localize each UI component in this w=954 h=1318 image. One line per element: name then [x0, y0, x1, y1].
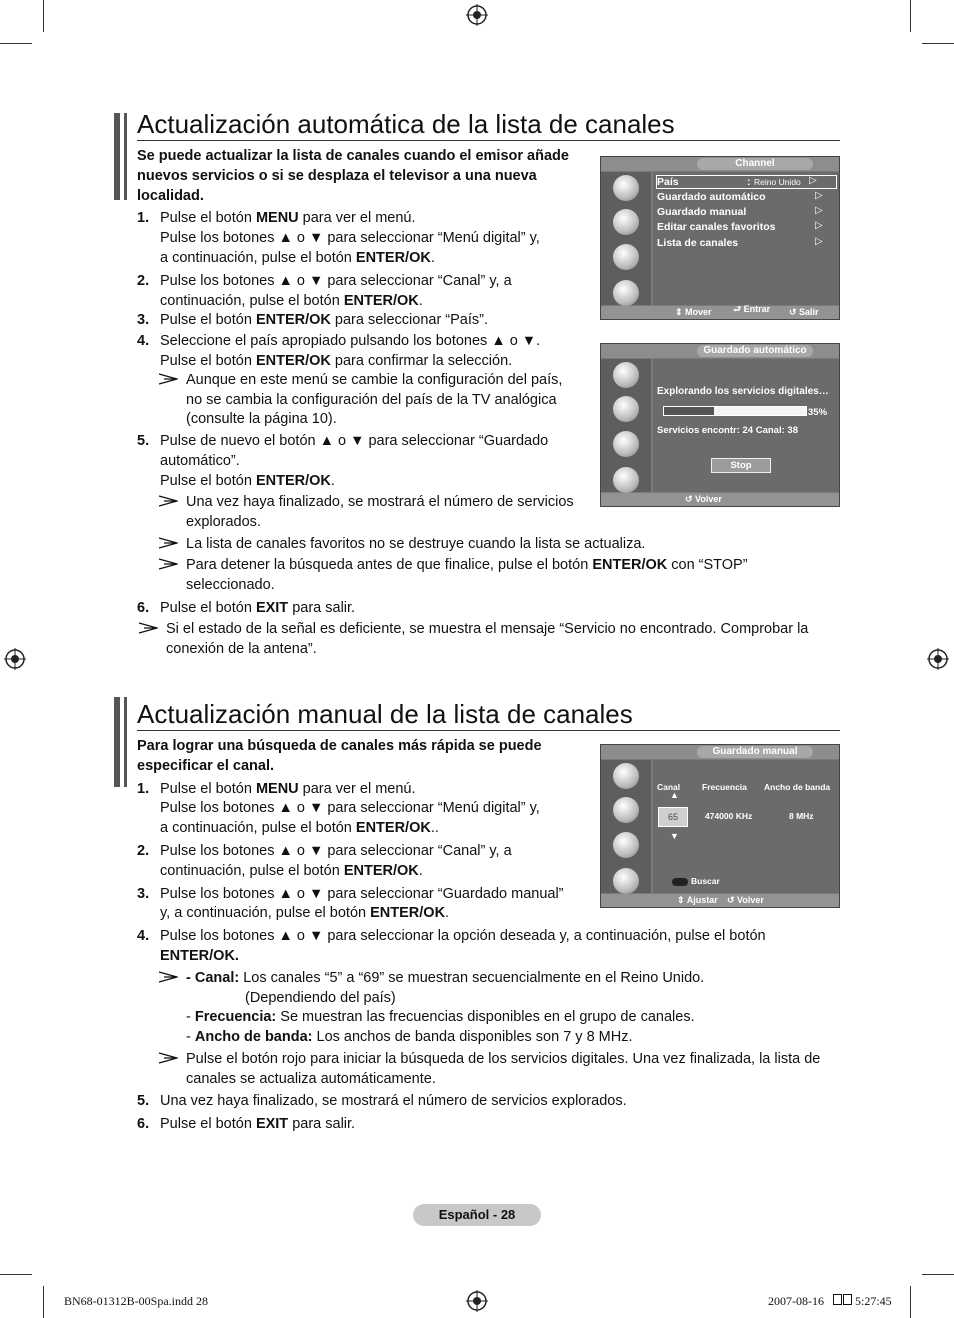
- title-rule: [137, 140, 840, 141]
- intro-line: especificar el canal.: [137, 758, 275, 774]
- section-title: Actualización manual de la lista de canales: [137, 699, 633, 729]
- osd-menu-item[interactable]: País: [657, 176, 679, 188]
- note-arrow-icon: [138, 622, 158, 634]
- osd-menu-item[interactable]: Editar canales favoritos: [657, 221, 776, 233]
- osd-sidebar: [601, 359, 651, 492]
- step-number: 3.: [137, 886, 150, 902]
- antenna-icon: [613, 763, 639, 789]
- step-text: Pulse los botones ▲ o ▼ para seleccionar “Canal” y, a: [160, 843, 512, 859]
- section-accent-bar: [124, 113, 127, 200]
- osd-col-canal: Canal: [657, 782, 681, 792]
- crop-mark: [43, 1286, 44, 1318]
- osd-found-text: Servicios encontr: 24 Canal: 38: [657, 425, 798, 436]
- step-text: Pulse los botones ▲ o ▼ para seleccionar “Canal” y, a: [160, 273, 512, 289]
- intro-line: nuevos servicios o si se desplaza el televisor a una nueva: [137, 168, 537, 184]
- step-number: 4.: [137, 928, 150, 944]
- registration-mark-icon: [927, 648, 949, 670]
- step-text: Pulse el botón ENTER/OK.: [160, 473, 335, 489]
- osd-pais-value: Reino Unido: [754, 177, 801, 187]
- osd-auto-store: [600, 343, 840, 507]
- note-text: seleccionado.: [186, 577, 275, 593]
- osd-progress-bar: [663, 406, 807, 416]
- step-text: automático”.: [160, 453, 240, 469]
- osd-sidebar: [601, 172, 651, 305]
- intro-line: localidad.: [137, 188, 204, 204]
- crop-mark: [0, 1274, 32, 1275]
- step-number: 4.: [137, 333, 150, 349]
- chevron-right-icon: ▷: [815, 205, 823, 216]
- osd-sidebar: [601, 760, 651, 893]
- option-ancho: - Ancho de banda: Los anchos de banda disponibles son 7 y 8 MHz.: [186, 1029, 633, 1045]
- step-text: Pulse los botones ▲ o ▼ para seleccionar “Menú digital” y,: [160, 230, 540, 246]
- step-text: continuación, pulse el botón ENTER/OK.: [160, 293, 423, 309]
- note-text: Pulse el botón rojo para iniciar la búsqueda de los servicios digitales. Una vez finalizada, la lista de: [186, 1051, 821, 1067]
- step-number: 2.: [137, 843, 150, 859]
- section-accent-bar: [114, 697, 120, 787]
- note-text: conexión de la antena”.: [166, 641, 317, 657]
- osd-freq-value: 474000 KHz: [705, 811, 753, 821]
- step-text: Pulse de nuevo el botón ▲ o ▼ para seleccionar “Guardado: [160, 433, 549, 449]
- step-text: y, a continuación, pulse el botón ENTER/OK.: [160, 905, 450, 921]
- step-text: Pulse el botón MENU para ver el menú.: [160, 781, 416, 797]
- print-file-label: BN68-01312B-00Spa.indd 28: [64, 1294, 208, 1308]
- note-text: Aunque en este menú se cambie la configuración del país,: [186, 372, 563, 388]
- step-text: Pulse los botones ▲ o ▼ para seleccionar “Menú digital” y,: [160, 800, 540, 816]
- note-text: canales se actualiza automáticamente.: [186, 1071, 436, 1087]
- gear-icon: [613, 832, 639, 858]
- step-text: Pulse el botón ENTER/OK para confirmar la selección.: [160, 353, 513, 369]
- crop-mark: [910, 1286, 911, 1318]
- note-arrow-icon: [158, 1052, 178, 1064]
- osd-buscar[interactable]: Buscar: [691, 876, 720, 886]
- osd-col-frecuencia: Frecuencia: [702, 782, 747, 792]
- input-icon: [613, 467, 639, 493]
- gear-icon: [613, 244, 639, 270]
- section-title: Actualización automática de la lista de canales: [137, 109, 675, 139]
- picture-icon: [613, 209, 639, 235]
- arrow-up-icon[interactable]: ▲: [670, 790, 679, 800]
- osd-colon: :: [747, 176, 751, 188]
- section-accent-bar: [124, 697, 127, 787]
- note-arrow-icon: [158, 971, 178, 983]
- note-arrow-icon: [158, 495, 178, 507]
- osd-menu-item[interactable]: Guardado manual: [657, 206, 747, 218]
- step-number: 6.: [137, 600, 150, 616]
- osd-header: Guardado automático: [697, 345, 813, 357]
- osd-progress-fill: [664, 407, 714, 415]
- note-arrow-icon: [158, 373, 178, 385]
- registration-mark-icon: [466, 1290, 488, 1312]
- chevron-right-icon: ▷: [815, 220, 823, 231]
- step-number: 5.: [137, 1093, 150, 1109]
- osd-col-ancho: Ancho de banda: [764, 782, 831, 792]
- step-text: Pulse el botón MENU para ver el menú.: [160, 210, 416, 226]
- antenna-icon: [613, 175, 639, 201]
- step-number: 1.: [137, 210, 150, 226]
- step-text: continuación, pulse el botón ENTER/OK.: [160, 863, 423, 879]
- step-number: 3.: [137, 312, 150, 328]
- chevron-right-icon: ▷: [815, 190, 823, 201]
- note-arrow-icon: [158, 558, 178, 570]
- chevron-right-icon: ▷: [809, 175, 817, 186]
- osd-footer-exit: ↺ Salir: [789, 307, 819, 317]
- print-date-label: 2007-08-16 5:27:45: [768, 1294, 892, 1308]
- channel-value-field[interactable]: 65: [658, 807, 688, 827]
- osd-scanning-text: Explorando los servicios digitales…: [657, 386, 829, 397]
- note-text: explorados.: [186, 514, 261, 530]
- step-text: a continuación, pulse el botón ENTER/OK.: [160, 250, 435, 266]
- option-canal: - Canal: Los canales “5” a “69” se muestran secuencialmente en el Reino Unido.: [186, 970, 705, 986]
- osd-footer-move: ⇕ Mover: [675, 307, 712, 317]
- option-frecuencia: - Frecuencia: Se muestran las frecuencias disponibles en el grupo de canales.: [186, 1009, 695, 1025]
- step-text: Una vez haya finalizado, se mostrará el número de servicios explorados.: [160, 1093, 627, 1109]
- red-button-icon: [672, 878, 688, 886]
- step-number: 2.: [137, 273, 150, 289]
- picture-icon: [613, 797, 639, 823]
- note-arrow-icon: [158, 537, 178, 549]
- title-rule: [137, 730, 840, 731]
- step-text: a continuación, pulse el botón ENTER/OK..: [160, 820, 439, 836]
- intro-line: Se puede actualizar la lista de canales cuando el emisor añade: [137, 148, 569, 164]
- input-icon: [613, 868, 639, 894]
- osd-footer-back: ↺ Volver: [685, 494, 722, 504]
- step-text: Pulse el botón EXIT para salir.: [160, 1116, 356, 1132]
- crop-mark: [0, 43, 32, 44]
- stop-button[interactable]: Stop: [711, 458, 771, 473]
- osd-progress-label: 35%: [808, 407, 828, 418]
- gear-icon: [613, 431, 639, 457]
- step-text: Pulse los botones ▲ o ▼ para seleccionar “Guardado manual”: [160, 886, 564, 902]
- section-accent-bar: [114, 113, 120, 200]
- picture-icon: [613, 396, 639, 422]
- intro-line: Para lograr una búsqueda de canales más rápida se puede: [137, 738, 542, 754]
- note-text: Una vez haya finalizado, se mostrará el número de servicios: [186, 494, 574, 510]
- arrow-down-icon[interactable]: ▼: [670, 831, 679, 841]
- note-text: (consulte la página 10).: [186, 411, 337, 427]
- note-text: Para detener la búsqueda antes de que finalice, pulse el botón ENTER/OK con “STOP”: [186, 557, 748, 573]
- registration-mark-icon: [466, 4, 488, 26]
- step-number: 5.: [137, 433, 150, 449]
- osd-manual-store: [600, 744, 840, 908]
- osd-menu-item[interactable]: Guardado automático: [657, 191, 766, 203]
- osd-menu-item[interactable]: Lista de canales: [657, 237, 739, 249]
- step-text: Pulse los botones ▲ o ▼ para seleccionar la opción deseada y, a continuación, pulse el botón: [160, 928, 766, 944]
- osd-header: Guardado manual: [697, 746, 813, 758]
- page-number-badge: Español - 28: [413, 1204, 541, 1226]
- antenna-icon: [613, 362, 639, 388]
- osd-footer-enter: ⮐ Entrar: [733, 304, 771, 314]
- osd-footer-adjust: ⇕ Ajustar: [677, 895, 718, 905]
- chevron-right-icon: ▷: [815, 236, 823, 247]
- option-canal-note: (Dependiendo del país): [245, 990, 396, 1006]
- crop-mark: [910, 0, 911, 32]
- note-text: La lista de canales favoritos no se destruye cuando la lista se actualiza.: [186, 536, 646, 552]
- osd-channel-menu: [600, 156, 840, 320]
- note-text: no se cambia la configuración del país de la TV analógica: [186, 392, 557, 408]
- osd-footer-back: ↺ Volver: [727, 895, 764, 905]
- crop-mark: [922, 43, 954, 44]
- step-text: Pulse el botón ENTER/OK para seleccionar “País”.: [160, 312, 489, 328]
- step-number: 6.: [137, 1116, 150, 1132]
- osd-ancho-value: 8 MHz: [789, 811, 814, 821]
- note-text: Si el estado de la señal es deficiente, se muestra el mensaje “Servicio no encontrado. Comprobar la: [166, 621, 809, 637]
- step-number: 1.: [137, 781, 150, 797]
- step-text: Pulse el botón EXIT para salir.: [160, 600, 356, 616]
- crop-mark: [922, 1274, 954, 1275]
- registration-mark-icon: [4, 648, 26, 670]
- osd-header: Channel: [697, 158, 813, 170]
- crop-mark: [43, 0, 44, 32]
- step-text: ENTER/OK.: [160, 948, 239, 964]
- input-icon: [613, 280, 639, 306]
- step-text: Seleccione el país apropiado pulsando los botones ▲ o ▼.: [160, 333, 541, 349]
